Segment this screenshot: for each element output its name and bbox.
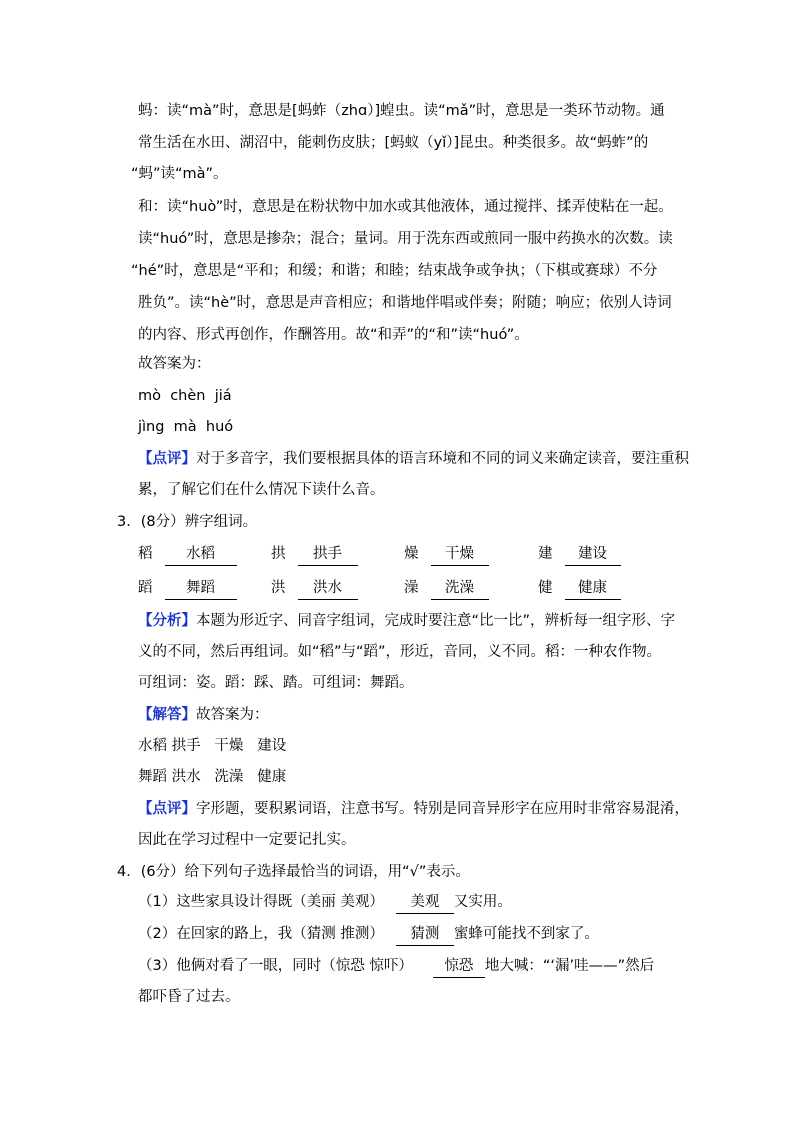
q3-comment-line-2: 因此在学习过程中一定要记扎实。 (138, 832, 356, 848)
q3-r1-c2 (271, 544, 358, 566)
q3-answer-line (138, 705, 269, 725)
answer-intro: 故答案为： (138, 356, 211, 372)
q3-r2-c4 (538, 578, 621, 600)
q3-analysis-line-3: 可组词：姿。蹈：踩、踏。可组词：舞蹈。 (138, 675, 414, 691)
pinyin-row-1: mò chèn jiá (138, 388, 232, 404)
q4-s1-post: 又实用。 (453, 894, 512, 910)
q3-word: 干燥 (431, 544, 489, 566)
q4-s2-answer: 猜测 (396, 924, 454, 946)
q4-s2-post: 蜜蜂可能找不到家了。 (453, 926, 599, 942)
q4-sentence-3-line-2: 都吓昏了过去。 (138, 989, 240, 1005)
q3-char: 拱 (271, 546, 286, 562)
analysis-tag: 【分析】 (138, 613, 196, 629)
q3-word: 洪水 (298, 578, 358, 600)
q4-s3-answer: 惊恐 (433, 956, 485, 978)
ma-line-1: 蚂：读“mà”时，意思是[蚂蚱（zhɑ）]蝗虫。读“mǎ”时，意思是一类环节动物。通 (138, 103, 665, 119)
q3-char: 健 (538, 580, 553, 596)
comment-tag: 【点评】 (138, 451, 196, 467)
analysis-text: 本题为形近字、同音字组词，完成时要注意“比一比”，辨析每一组字形、字 (196, 613, 676, 629)
q3-analysis-line-2: 义的不同，然后再组词。如“稻”与“蹈”，形近，音同，义不同。稻：一种农作物。 (138, 644, 662, 660)
q3-word: 建设 (565, 544, 621, 566)
q3-r2-c3 (404, 578, 489, 600)
comment-1-line-2: 累，了解它们在什么情况下读什么音。 (138, 482, 385, 498)
q4-s2-pre: （2）在回家的路上，我（猜测 推测） (138, 926, 384, 942)
q3-r2-c2 (271, 578, 358, 600)
q3-title: 3．(8分）辨字组词。 (117, 514, 258, 530)
q3-r1-c1 (138, 544, 237, 566)
q3-r1-c4 (538, 544, 621, 566)
he-line-3: “hé”时，意思是“平和；和缓；和谐；和睦；结束战争或争执；（下棋或赛球）不分 (131, 263, 658, 279)
q3-char: 蹈 (138, 580, 153, 596)
q4-sentence-3 (138, 956, 654, 978)
q4-sentence-2 (138, 924, 599, 946)
q3-char: 建 (538, 546, 553, 562)
comment-text: 对于多音字，我们要根据具体的语言环境和不同的词义来确定读音，要注重积 (196, 451, 689, 467)
he-line-1: 和：读“huò”时，意思是在粉状物中加水或其他液体，通过搅拌、揉弄使粘在一起。 (138, 199, 673, 215)
he-line-4: 胜负”。读“hè”时，意思是声音相应；和谐地伴唱或伴奏；附随；响应；依别人诗词 (138, 295, 672, 311)
q3-answer-row-1: 水稻 拱手 干燥 建设 (138, 738, 287, 754)
q3-analysis-line-1 (138, 611, 675, 631)
q3-word: 健康 (565, 578, 621, 600)
ma-line-2: 常生活在水田、湖沼中，能刺伤皮肤；[蚂蚁（yǐ）]昆虫。种类很多。故“蚂蚱”的 (138, 135, 649, 151)
q3-char: 稻 (138, 546, 153, 562)
q3-r1-c3 (404, 544, 489, 566)
q4-s3-post: 地大喊：“‘漏’哇——”然后 (484, 958, 655, 974)
q4-s1-pre: （1）这些家具设计得既（美丽 美观） (138, 894, 384, 910)
comment-1-line-1 (138, 449, 689, 469)
answer-text: 故答案为： (196, 707, 269, 723)
q3-char: 澡 (404, 580, 419, 596)
q3-word: 水稻 (165, 544, 237, 566)
answer-tag: 【解答】 (138, 707, 196, 723)
q4-s1-answer: 美观 (396, 892, 454, 914)
q3-r2-c1 (138, 578, 237, 600)
he-line-5: 的内容、形式再创作，作酬答用。故“和弄”的“和”读“huó”。 (138, 327, 529, 343)
q3-word: 洗澡 (431, 578, 489, 600)
q3-word: 拱手 (298, 544, 358, 566)
q4-sentence-1 (138, 892, 512, 914)
pinyin-row-2: jìng mà huó (138, 419, 234, 435)
q3-char: 洪 (271, 580, 286, 596)
he-line-2: 读“huó”时，意思是掺杂；混合；量词。用于洗东西或煎同一服中药换水的次数。读 (138, 231, 673, 247)
q3-answer-row-2: 舞蹈 洪水 洗澡 健康 (138, 769, 287, 785)
comment-text: 字形题，要积累词语，注意书写。特别是同音异形字在应用时非常容易混淆， (196, 801, 689, 817)
q4-title: 4．(6分）给下列句子选择最恰当的词语，用“√”表示。 (117, 864, 470, 880)
q3-char: 燥 (404, 546, 419, 562)
q3-word: 舞蹈 (165, 578, 237, 600)
q4-s3-pre: （3）他俩对看了一眼，同时（惊恐 惊吓） (138, 958, 413, 974)
q3-comment-line-1 (138, 799, 689, 819)
ma-line-3: “蚂”读“mà”。 (131, 166, 228, 182)
comment-tag: 【点评】 (138, 801, 196, 817)
